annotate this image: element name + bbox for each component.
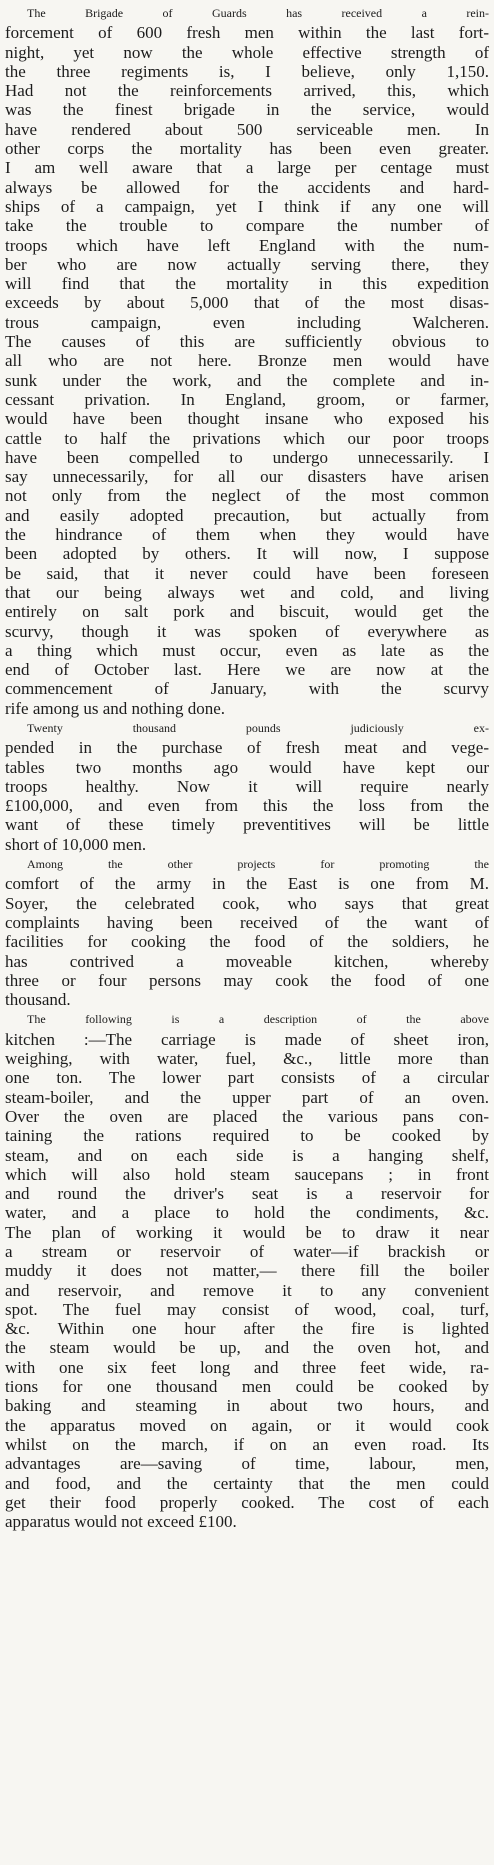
text-line: and easily adopted precaution, but actually from: [5, 505, 489, 525]
text-line: the apparatus moved on again, or it would cook: [5, 1415, 489, 1435]
text-line: would have been thought insane who exposed his: [5, 409, 489, 429]
text-line: troops which have left England with the num-: [5, 235, 489, 255]
paragraph: [5, 1010, 489, 1531]
text-line: kitchen :—The carriage is made of sheet iron,: [5, 1029, 489, 1049]
paragraph: [5, 4, 489, 718]
text-line: taining the rations required to be cooked by: [5, 1126, 489, 1146]
text-line: The Brigade of Guards has received a rein-: [27, 6, 489, 20]
text-line: was the finest brigade in the service, would: [5, 100, 489, 120]
text-line: tables two months ago would have kept our: [5, 757, 489, 777]
text-line: the hindrance of them when they would have: [5, 525, 489, 545]
text-line: &c. Within one hour after the fire is lighted: [5, 1319, 489, 1339]
text-line: troops healthy. Now it will require nearly: [5, 776, 489, 796]
text-line: three or four persons may cook the food of one: [5, 970, 489, 990]
text-line: have rendered about 500 serviceable men. In: [5, 119, 489, 139]
text-line: the steam would be up, and the oven hot, and: [5, 1338, 489, 1358]
text-line: and round the driver's seat is a reservoir for: [5, 1184, 489, 1204]
text-line: Had not the reinforcements arrived, this, which: [5, 81, 489, 101]
text-line: baking and steaming in about two hours, and: [5, 1396, 489, 1416]
text-line: The causes of this are sufficiently obvious to: [5, 332, 489, 352]
text-line: muddy it does not matter,— there fill the boiler: [5, 1261, 489, 1281]
text-line: Twenty thousand pounds judiciously ex-: [27, 720, 489, 735]
text-line: the three regiments is, I believe, only 1,150.: [5, 61, 489, 81]
text-line: apparatus would not exceed £100.: [5, 1512, 237, 1532]
text-line: commencement of January, with the scurvy: [5, 679, 489, 699]
text-line: want of these timely preventitives will be little: [5, 815, 489, 835]
text-line: end of October last. Here we are now at the: [5, 660, 489, 680]
article-body: [5, 4, 489, 1531]
text-line: steam, and on each side is a hanging shelf,: [5, 1145, 489, 1165]
text-line: night, yet now the whole effective strength of: [5, 42, 489, 62]
text-line: cessant privation. In England, groom, or farmer,: [5, 389, 489, 409]
text-line: other corps the mortality has been even greater.: [5, 139, 489, 159]
paragraph: [5, 855, 489, 1009]
text-line: thousand.: [5, 990, 71, 1010]
text-line: rife among us and nothing done.: [5, 698, 226, 718]
text-line: take the trouble to compare the number of: [5, 216, 489, 236]
text-line: say unnecessarily, for all our disasters have arisen: [5, 467, 489, 487]
text-line: been adopted by others. It will now, I suppose: [5, 544, 489, 564]
text-line: pended in the purchase of fresh meat and vege-: [5, 738, 489, 758]
text-line: I am well aware that a large per centage must: [5, 158, 489, 178]
text-line: spot. The fuel may consist of wood, coal, turf,: [5, 1299, 489, 1319]
text-line: tions for one thousand men could be cooked by: [5, 1377, 489, 1397]
text-line: Among the other projects for promoting the: [27, 857, 489, 872]
text-line: be said, that it never could have been foreseen: [5, 563, 489, 583]
text-line: ships of a campaign, yet I think if any one will: [5, 196, 489, 216]
text-line: that our being always wet and cold, and living: [5, 582, 489, 602]
text-line: with one six feet long and three feet wide, ra-: [5, 1357, 489, 1377]
text-line: The plan of working it would be to draw it near: [5, 1222, 489, 1242]
text-line: Over the oven are placed the various pans con-: [5, 1106, 489, 1126]
text-line: which will also hold steam saucepans ; in front: [5, 1164, 489, 1184]
text-line: scurvy, though it was spoken of everywhere as: [5, 621, 489, 641]
text-line: water, and a place to hold the condiments, &c.: [5, 1203, 489, 1223]
text-line: facilities for cooking the food of the soldiers, he: [5, 932, 489, 952]
text-line: £100,000, and even from this the loss from the: [5, 796, 489, 816]
paragraph: [5, 719, 489, 854]
text-line: trous campaign, even including Walcheren.: [5, 312, 489, 332]
text-line: and reservoir, and remove it to any convenient: [5, 1280, 489, 1300]
text-line: forcement of 600 fresh men within the last fort-: [5, 23, 489, 43]
text-line: and food, and the certainty that the men could: [5, 1473, 489, 1493]
text-line: a thing which must occur, even as late as the: [5, 640, 489, 660]
text-line: comfort of the army in the East is one from M.: [5, 874, 489, 894]
text-line: Soyer, the celebrated cook, who says that great: [5, 893, 489, 913]
text-line: complaints having been received of the want of: [5, 912, 489, 932]
text-line: weighing, with water, fuel, &c., little more than: [5, 1049, 489, 1069]
text-line: ber who are now actually serving there, they: [5, 254, 489, 274]
text-line: short of 10,000 men.: [5, 834, 147, 854]
text-line: sunk under the work, and the complete and in-: [5, 370, 489, 390]
text-line: advantages are—saving of time, labour, men,: [5, 1454, 489, 1474]
text-line: exceeds by about 5,000 that of the most disas-: [5, 293, 489, 313]
text-line: cattle to half the privations which our poor troops: [5, 428, 489, 448]
text-line: will find that the mortality in this expedition: [5, 274, 489, 294]
text-line: all who are not here. Bronze men would have: [5, 351, 489, 371]
text-line: entirely on salt pork and biscuit, would get the: [5, 602, 489, 622]
text-line: steam-boiler, and the upper part of an oven.: [5, 1087, 489, 1107]
text-line: has contrived a moveable kitchen, whereby: [5, 951, 489, 971]
text-line: The following is a description of the above: [27, 1012, 489, 1027]
text-line: whilst on the march, if on an even road. Its: [5, 1434, 489, 1454]
text-line: not only from the neglect of the most common: [5, 486, 489, 506]
text-line: get their food properly cooked. The cost of each: [5, 1492, 489, 1512]
text-line: one ton. The lower part consists of a circular: [5, 1068, 489, 1088]
text-line: always be allowed for the accidents and hard-: [5, 177, 489, 197]
text-line: have been compelled to undergo unnecessarily. I: [5, 447, 489, 467]
text-line: a stream or reservoir of water—if brackish or: [5, 1242, 489, 1261]
